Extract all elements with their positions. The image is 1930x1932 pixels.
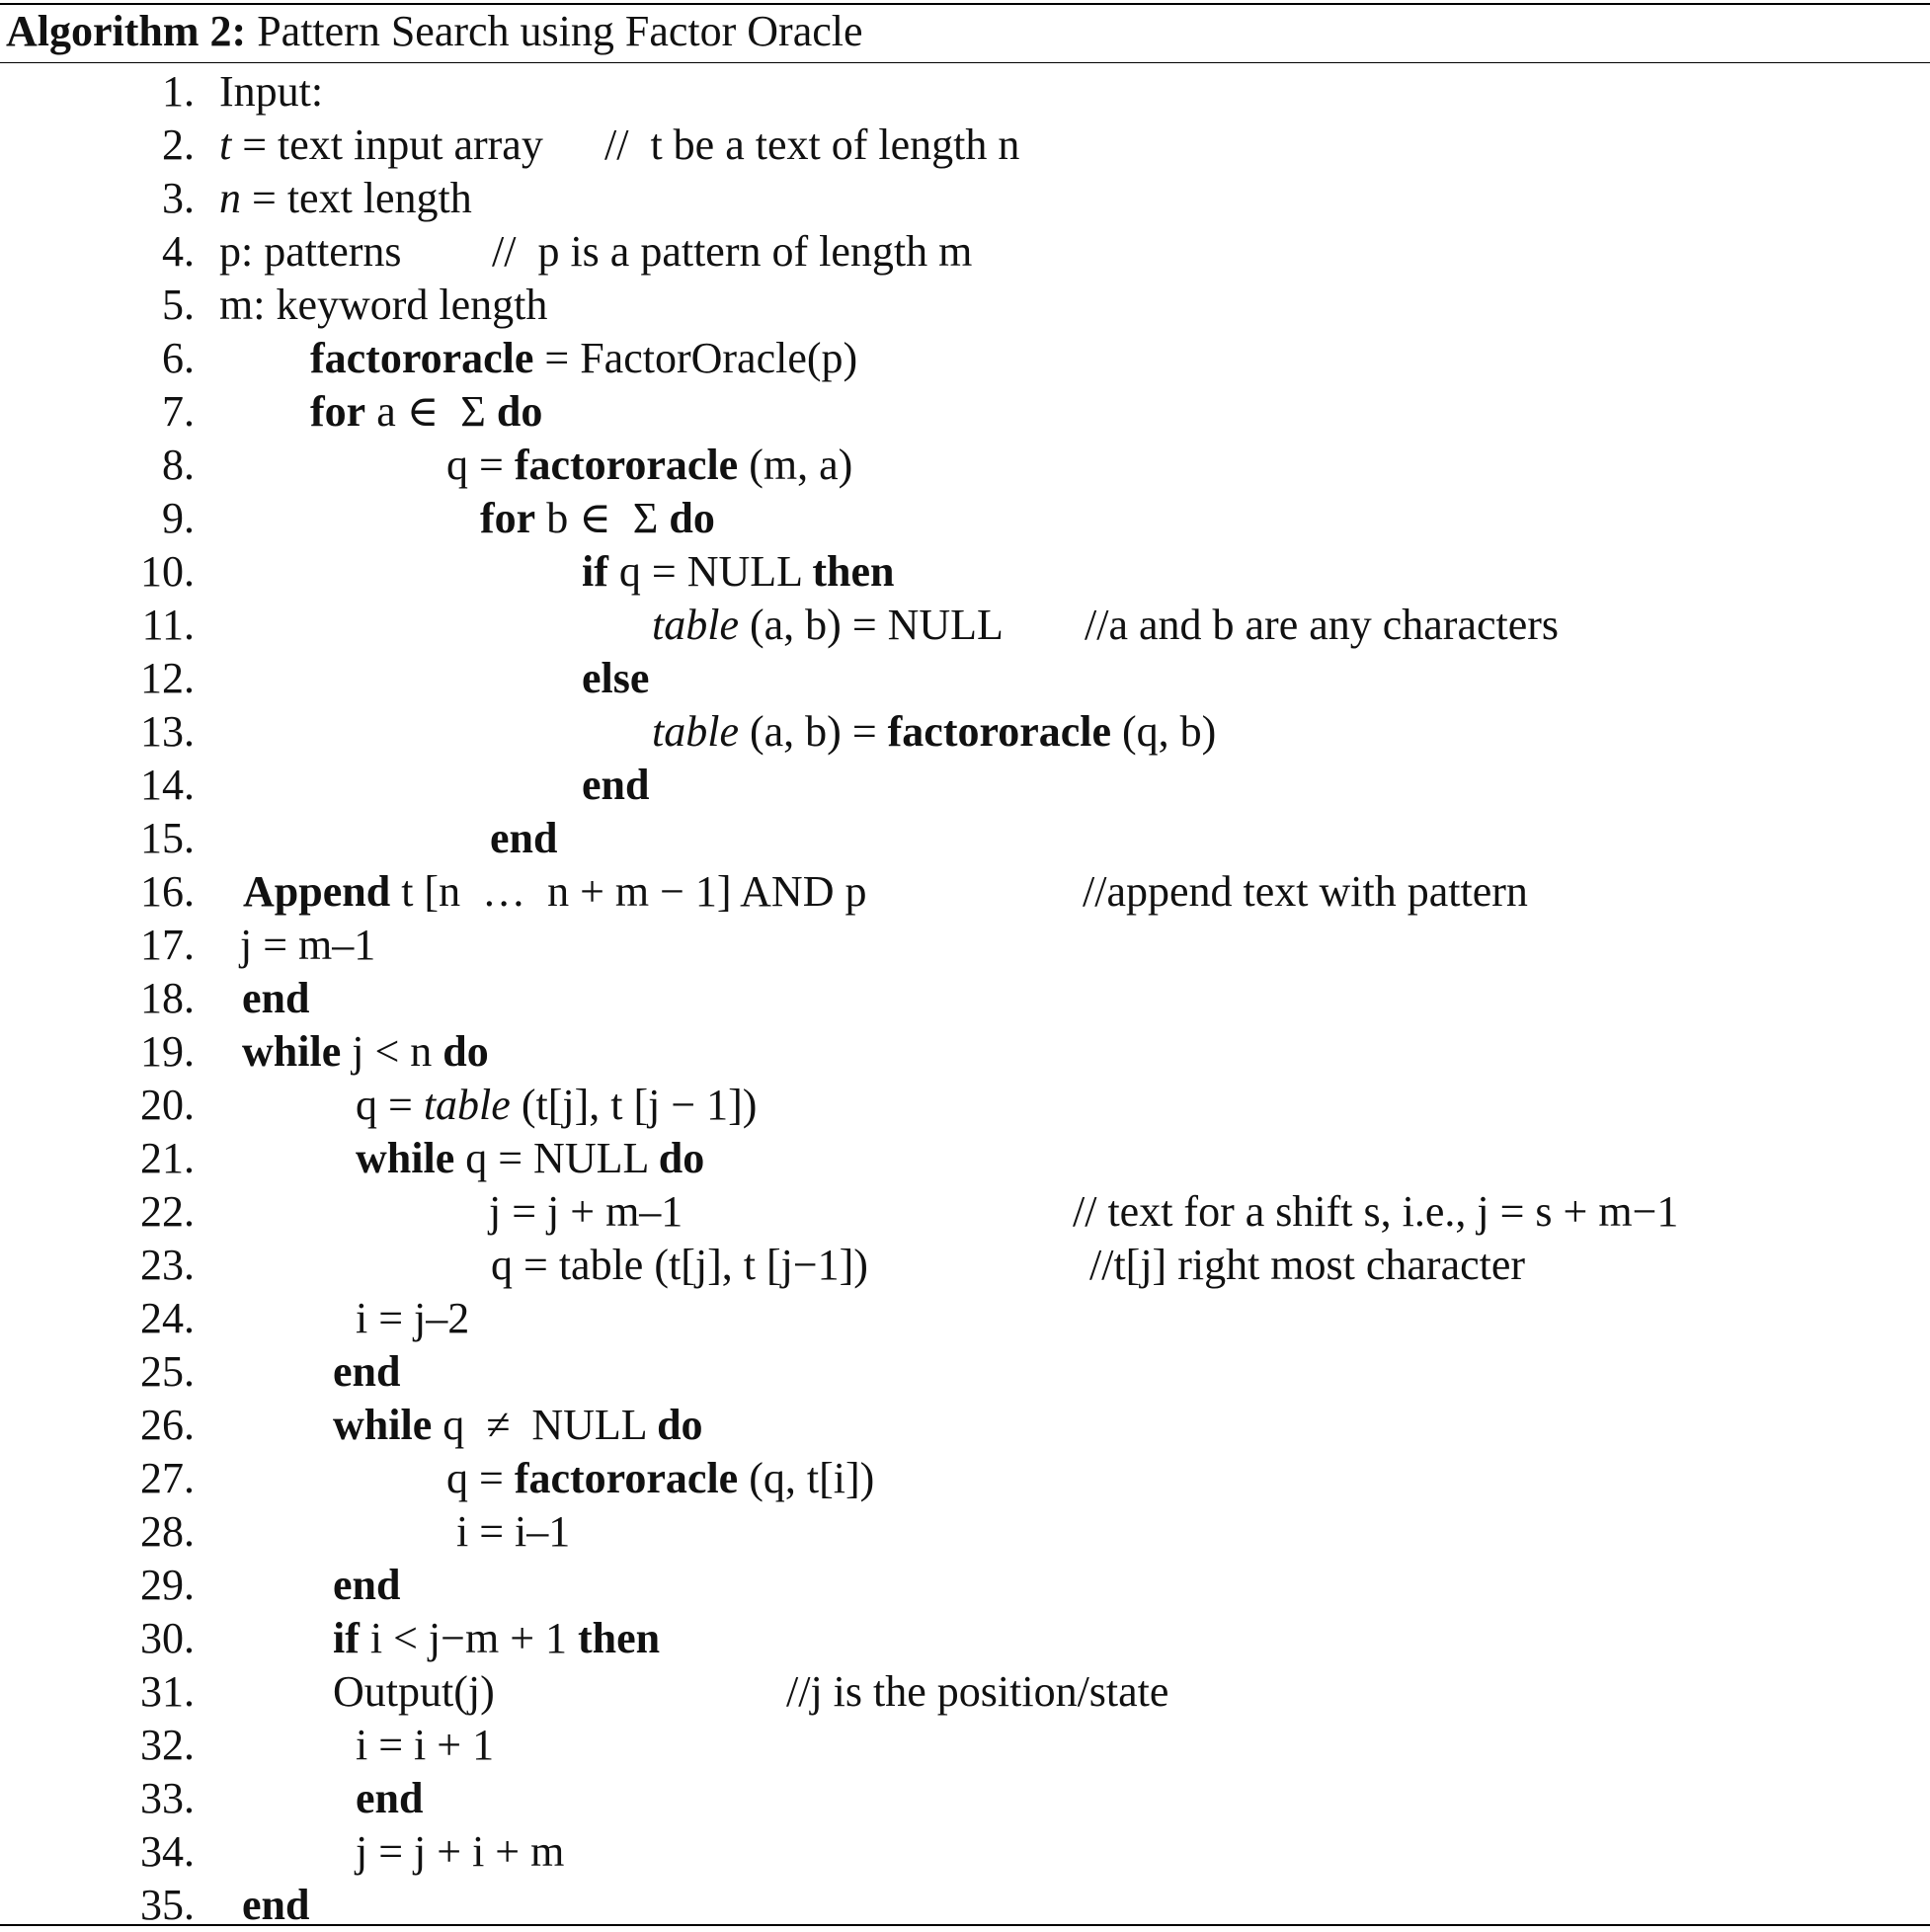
line-comment: // p is a pattern of length m (492, 227, 973, 276)
algorithm-line (0, 1559, 1930, 1612)
caption-rule (0, 62, 1930, 63)
line-code (310, 385, 542, 439)
code-text: = FactorOracle(p) (533, 334, 858, 382)
line-comment: //j is the position/state (786, 1667, 1169, 1716)
line-number: 14. (140, 761, 195, 809)
code-text: (q, t[i]) (738, 1454, 875, 1502)
algorithm-line (0, 1399, 1930, 1452)
keyword: do (669, 494, 715, 542)
keyword: for (480, 494, 536, 542)
algorithm-line (0, 1132, 1930, 1185)
algorithm-line (0, 759, 1930, 812)
algorithm-line (0, 705, 1930, 759)
algorithm-line (0, 1825, 1930, 1879)
line-number: 11. (141, 601, 195, 649)
code-text: b ∈ Σ (535, 494, 670, 542)
line-number: 26. (140, 1401, 195, 1449)
algorithm-line (0, 65, 1930, 119)
line-number: 13. (140, 707, 195, 756)
algorithm-line (0, 1719, 1930, 1772)
algorithm-line (0, 1185, 1930, 1239)
code-text: Output(j) (333, 1667, 495, 1716)
algorithm-line (0, 385, 1930, 439)
code-text: (t[j], t [j − 1]) (510, 1081, 758, 1129)
algorithm-line (0, 1292, 1930, 1345)
line-number: 9. (162, 494, 195, 542)
line-number: 21. (140, 1134, 195, 1182)
line-code (491, 1239, 868, 1292)
line-code (219, 119, 543, 172)
line-code (446, 1452, 874, 1505)
algorithm-line (0, 812, 1930, 865)
line-number: 25. (140, 1347, 195, 1396)
algorithm-line (0, 439, 1930, 492)
line-code (219, 279, 547, 332)
keyword: end (356, 1774, 424, 1822)
line-number: 10. (140, 547, 195, 596)
keyword: while (242, 1027, 342, 1076)
keyword: if (582, 547, 608, 596)
code-text: (a, b) = (738, 707, 888, 756)
line-code (582, 652, 649, 705)
algorithm-line (0, 1452, 1930, 1505)
line-code (333, 1665, 495, 1719)
code-text: q = (356, 1081, 424, 1129)
line-number: 32. (140, 1721, 195, 1769)
algorithm-line (0, 545, 1930, 599)
line-code (356, 1825, 564, 1879)
line-number: 5. (162, 281, 195, 329)
line-number: 7. (162, 387, 195, 436)
code-text: j = j + i + m (356, 1827, 565, 1876)
algorithm-caption (6, 6, 863, 57)
keyword: then (578, 1614, 661, 1662)
line-number: 18. (140, 974, 195, 1022)
line-number: 4. (162, 227, 195, 276)
code-text: t [n … n + m − 1] AND p (390, 867, 867, 916)
algorithm-line (0, 1772, 1930, 1825)
keyword: factororacle (514, 441, 739, 489)
algorithm-line (0, 1612, 1930, 1665)
code-text: i = i + 1 (356, 1721, 495, 1769)
code-text: j < n (341, 1027, 443, 1076)
algorithm-line (0, 332, 1930, 385)
line-code (456, 1505, 570, 1559)
line-code (219, 172, 472, 225)
line-code (582, 759, 649, 812)
caption-label: Algorithm 2: (6, 7, 247, 55)
line-code (219, 225, 402, 279)
line-number: 28. (140, 1507, 195, 1556)
code-text: (a, b) = NULL (738, 601, 1004, 649)
line-comment: //append text with pattern (1083, 867, 1528, 916)
line-comment: // t be a text of length n (604, 121, 1020, 169)
code-text: j = m–1 (240, 921, 376, 969)
line-code (310, 332, 857, 385)
line-number: 30. (140, 1614, 195, 1662)
line-number: 12. (140, 654, 195, 702)
line-number: 19. (140, 1027, 195, 1076)
keyword: end (242, 1881, 310, 1929)
top-rule (0, 3, 1930, 5)
code-text: m: keyword length (219, 281, 548, 329)
algorithm-line (0, 1665, 1930, 1719)
algorithm-line (0, 919, 1930, 972)
line-code (243, 865, 866, 919)
code-text: j = j + m–1 (489, 1187, 684, 1236)
line-code (356, 1719, 494, 1772)
code-text: i = i–1 (456, 1507, 571, 1556)
line-code (490, 812, 557, 865)
line-code (652, 599, 1004, 652)
keyword: while (333, 1401, 433, 1449)
algorithm-line (0, 1079, 1930, 1132)
code-text: q = (446, 441, 515, 489)
line-number: 22. (140, 1187, 195, 1236)
code-text: q = (446, 1454, 515, 1502)
algorithm-line (0, 652, 1930, 705)
line-code (333, 1399, 703, 1452)
line-number: 6. (162, 334, 195, 382)
line-code (582, 545, 895, 599)
keyword: if (333, 1614, 360, 1662)
line-code (480, 492, 715, 545)
line-code (333, 1345, 400, 1399)
line-comment: //a and b are any characters (1085, 601, 1560, 649)
keyword: do (496, 387, 543, 436)
algorithm-line (0, 599, 1930, 652)
algorithm-line (0, 1505, 1930, 1559)
keyword: else (582, 654, 650, 702)
keyword: while (356, 1134, 455, 1182)
code-text: i = j–2 (356, 1294, 470, 1342)
algorithm-line (0, 172, 1930, 225)
line-number: 27. (140, 1454, 195, 1502)
code-text: a ∈ Σ (365, 387, 497, 436)
keyword: end (582, 761, 650, 809)
italic-term: n (219, 174, 241, 222)
line-number: 34. (140, 1827, 195, 1876)
line-code (242, 972, 309, 1025)
line-code (240, 919, 375, 972)
line-number: 8. (162, 441, 195, 489)
code-text: (q, b) (1111, 707, 1217, 756)
line-code (489, 1185, 683, 1239)
line-code (219, 65, 323, 119)
algorithm-line (0, 119, 1930, 172)
line-number: 1. (162, 67, 195, 116)
keyword: do (658, 1134, 705, 1182)
code-text: q ≠ NULL (432, 1401, 658, 1449)
bottom-rule (0, 1924, 1930, 1926)
algorithm-line (0, 279, 1930, 332)
line-code (356, 1079, 757, 1132)
keyword: factororacle (887, 707, 1112, 756)
algorithm-line (0, 972, 1930, 1025)
line-code (333, 1559, 400, 1612)
line-comment: //t[j] right most character (1089, 1241, 1526, 1289)
italic-term: table (652, 601, 739, 649)
keyword: do (657, 1401, 703, 1449)
code-text: = text length (241, 174, 472, 222)
keyword: factororacle (514, 1454, 739, 1502)
line-code (242, 1025, 489, 1079)
keyword: Append (243, 867, 391, 916)
code-text: (m, a) (738, 441, 853, 489)
keyword: for (310, 387, 366, 436)
code-text: q = table (t[j], t [j−1]) (491, 1241, 868, 1289)
line-number: 29. (140, 1561, 195, 1609)
code-text: p: patterns (219, 227, 402, 276)
line-number: 35. (140, 1881, 195, 1929)
code-text: q = NULL (607, 547, 813, 596)
keyword: end (333, 1347, 401, 1396)
caption-title: Pattern Search using Factor Oracle (246, 7, 863, 55)
code-text: Input: (219, 67, 324, 116)
code-text: = text input array (231, 121, 543, 169)
line-code (446, 439, 852, 492)
line-number: 2. (162, 121, 195, 169)
line-number: 3. (162, 174, 195, 222)
keyword: end (490, 814, 558, 862)
line-code (356, 1292, 469, 1345)
line-number: 17. (140, 921, 195, 969)
keyword: do (442, 1027, 489, 1076)
keyword: end (242, 974, 310, 1022)
line-number: 31. (140, 1667, 195, 1716)
line-code (652, 705, 1216, 759)
italic-term: t (219, 121, 232, 169)
line-number: 20. (140, 1081, 195, 1129)
line-number: 23. (140, 1241, 195, 1289)
code-text: i < j−m + 1 (359, 1614, 579, 1662)
code-text: q = NULL (454, 1134, 659, 1182)
keyword: end (333, 1561, 401, 1609)
algorithm-line (0, 225, 1930, 279)
line-number: 24. (140, 1294, 195, 1342)
keyword: then (812, 547, 895, 596)
line-code (356, 1132, 704, 1185)
line-number: 33. (140, 1774, 195, 1822)
algorithm-line (0, 1345, 1930, 1399)
algorithm-line (0, 865, 1930, 919)
line-code (356, 1772, 423, 1825)
italic-term: table (423, 1081, 511, 1129)
algorithm-line (0, 492, 1930, 545)
line-comment: // text for a shift s, i.e., j = s + m−1 (1073, 1187, 1679, 1236)
italic-term: table (652, 707, 739, 756)
algorithm-line (0, 1239, 1930, 1292)
keyword: factororacle (310, 334, 534, 382)
algorithm-line (0, 1025, 1930, 1079)
line-number: 15. (140, 814, 195, 862)
line-code (333, 1612, 660, 1665)
line-number: 16. (140, 867, 195, 916)
